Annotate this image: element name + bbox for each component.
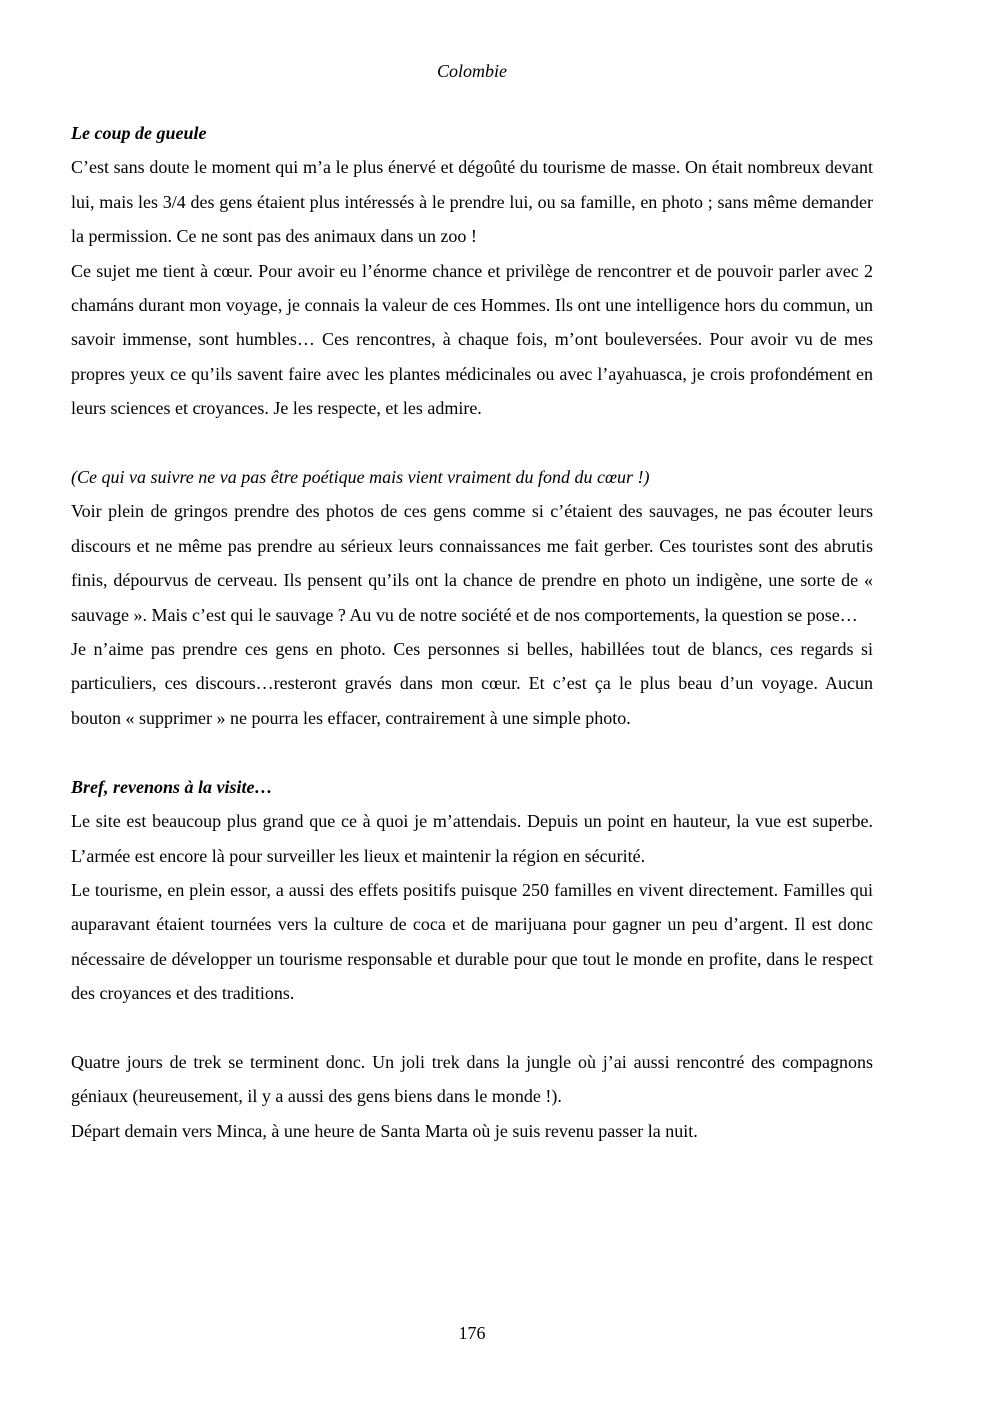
- italic-aside: (Ce qui va suivre ne va pas être poétique mais vient vraiment du fond du cœur !): [71, 467, 650, 488]
- page-body: [71, 116, 873, 1148]
- section-heading-coup-de-gueule: Le coup de gueule: [71, 123, 207, 143]
- page-number: 176: [458, 1323, 486, 1343]
- paragraph-spacer: [71, 735, 873, 769]
- paragraph: Départ demain vers Minca, à une heure de Santa Marta où je suis revenu passer la nuit.: [71, 1120, 698, 1141]
- paragraph-spacer: [71, 1011, 873, 1045]
- paragraph: Ce sujet me tient à cœur. Pour avoir eu l’énorme chance et privilège de rencontrer et de pouvoir parler avec 2 chamáns durant mon voyage, je connais la valeur de ces Hommes. Ils ont une intelligence hors du commun, un savoir immense, sont humbles… Ces rencontres, à chaque fois, m’ont bouleversées. Pour avoir vu de mes propres yeux ce qu’ils savent faire avec les plantes médicinales ou avec l’ayahuasca, je crois profondément en leurs sciences et croyances. Je les respecte, et les admire.: [71, 260, 873, 419]
- paragraph: Le tourisme, en plein essor, a aussi des effets positifs puisque 250 familles en vivent directement. Familles qui auparavant étaient tournées vers la culture de coca et de marijuana pour gagner un peu d’argent. Il est donc nécessaire de développer un tourisme responsable et durable pour que tout le monde en profite, dans le respect des croyances et des traditions.: [71, 879, 873, 1004]
- paragraph: Le site est beaucoup plus grand que ce à quoi je m’attendais. Depuis un point en hauteur, la vue est superbe. L’armée est encore là pour surveiller les lieux et maintenir la région en sécurité.: [71, 811, 873, 866]
- paragraph: Je n’aime pas prendre ces gens en photo. Ces personnes si belles, habillées tout de blancs, ces regards si particuliers, ces discours…resteront gravés dans mon cœur. Et c’est ça le plus beau d’un voyage. Aucun bouton « supprimer » ne pourra les effacer, contrairement à une simple photo.: [71, 639, 873, 728]
- running-header: Colombie: [437, 61, 507, 81]
- paragraph: Voir plein de gringos prendre des photos de ces gens comme si c’étaient des sauvages, ne pas écouter leurs discours et ne même pas prendre au sérieux leurs connaissances me fait gerber. Ces touristes sont des abrutis finis, dépourvus de cerveau. Ils pensent qu’ils ont la chance de prendre en photo un indigène, une sorte de « sauvage ». Mais c’est qui le sauvage ? Au vu de notre société et de nos comportements, la question se pose…: [71, 501, 873, 625]
- paragraph: Quatre jours de trek se terminent donc. Un joli trek dans la jungle où j’ai aussi rencontré des compagnons géniaux (heureusement, il y a aussi des gens biens dans le monde !).: [71, 1051, 873, 1107]
- paragraph: C’est sans doute le moment qui m’a le plus énervé et dégoûté du tourisme de masse. On était nombreux devant lui, mais les 3/4 des gens étaient plus intéressés à le prendre lui, ou sa famille, en photo ; sans même demander la permission. Ce ne sont pas des animaux dans un zoo !: [71, 157, 873, 247]
- paragraph-spacer: [71, 426, 873, 460]
- section-heading-bref: Bref, revenons à la visite…: [71, 776, 273, 797]
